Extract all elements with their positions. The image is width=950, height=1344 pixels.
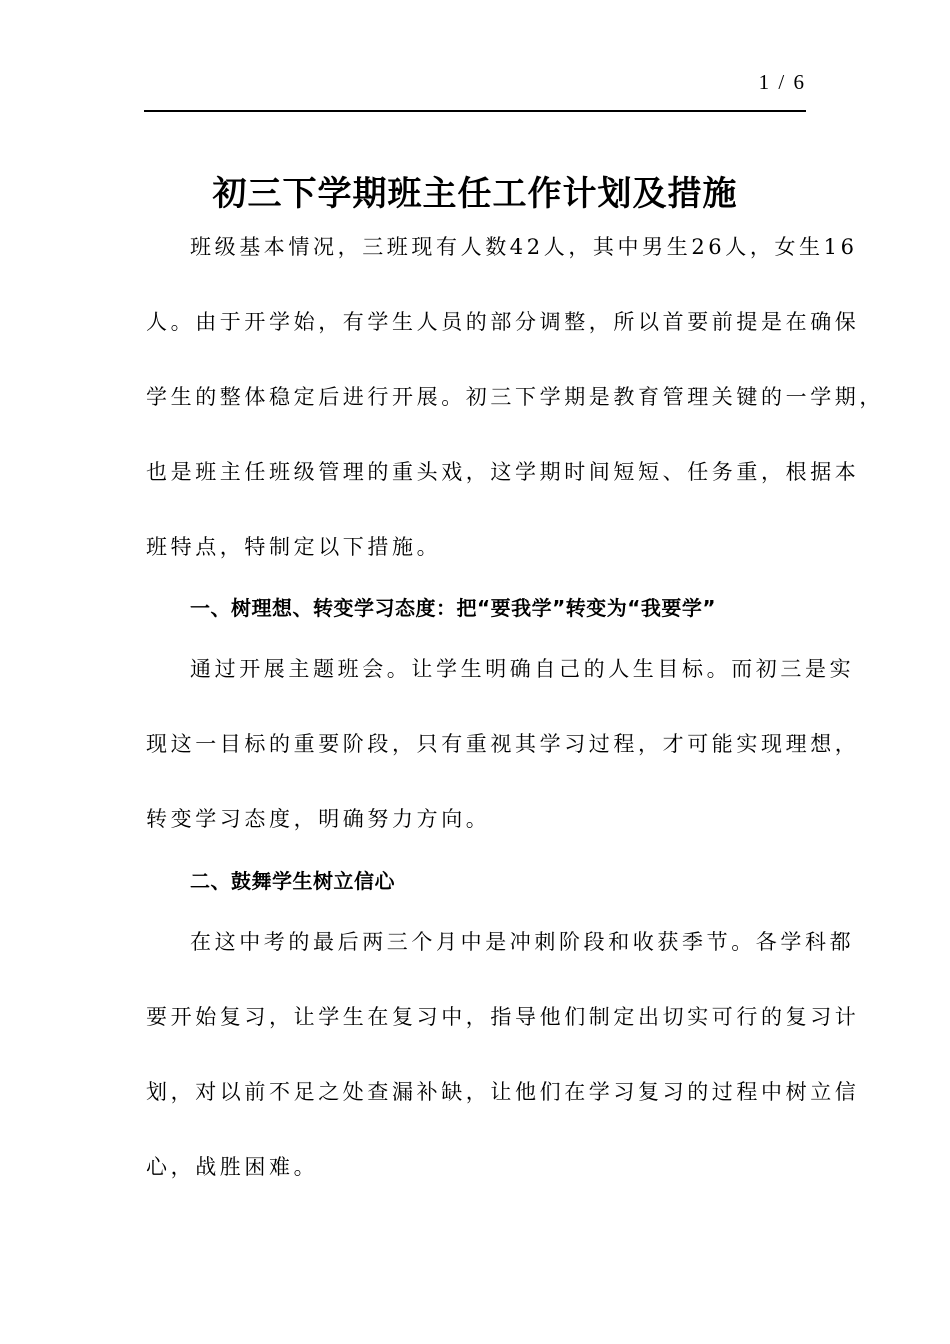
header-rule — [144, 110, 806, 112]
section-2-line-3: 划，对以前不足之处查漏补缺，让他们在学习复习的过程中树立信 — [146, 1080, 860, 1104]
intro-line-5: 班特点，特制定以下措施。 — [146, 535, 442, 559]
section-2-heading: 二、鼓舞学生树立信心 — [190, 869, 395, 893]
section-2-line-2: 要开始复习，让学生在复习中，指导他们制定出切实可行的复习计 — [146, 1005, 860, 1029]
section-1-line-3: 转变学习态度，明确努力方向。 — [146, 807, 491, 831]
intro-line-1: 班级基本情况，三班现有人数42人，其中男生26人，女生16 — [190, 235, 858, 259]
document-title: 初三下学期班主任工作计划及措施 — [212, 174, 738, 214]
page-number: 1 / 6 — [758, 70, 806, 94]
section-2-line-1: 在这中考的最后两三个月中是冲刺阶段和收获季节。各学科都 — [190, 930, 855, 954]
intro-line-3: 学生的整体稳定后进行开展。初三下学期是教育管理关键的一学期， — [146, 385, 884, 409]
section-1-heading: 一、树理想、转变学习态度：把“要我学”转变为“我要学” — [190, 596, 717, 620]
section-1-line-2: 现这一目标的重要阶段，只有重视其学习过程，才可能实现理想， — [146, 732, 860, 756]
intro-line-2: 人。由于开学始，有学生人员的部分调整，所以首要前提是在确保 — [146, 310, 860, 334]
section-2-line-4: 心，战胜困难。 — [146, 1155, 319, 1179]
section-1-line-1: 通过开展主题班会。让学生明确自己的人生目标。而初三是实 — [190, 657, 855, 681]
intro-line-4: 也是班主任班级管理的重头戏，这学期时间短短、任务重，根据本 — [146, 460, 860, 484]
